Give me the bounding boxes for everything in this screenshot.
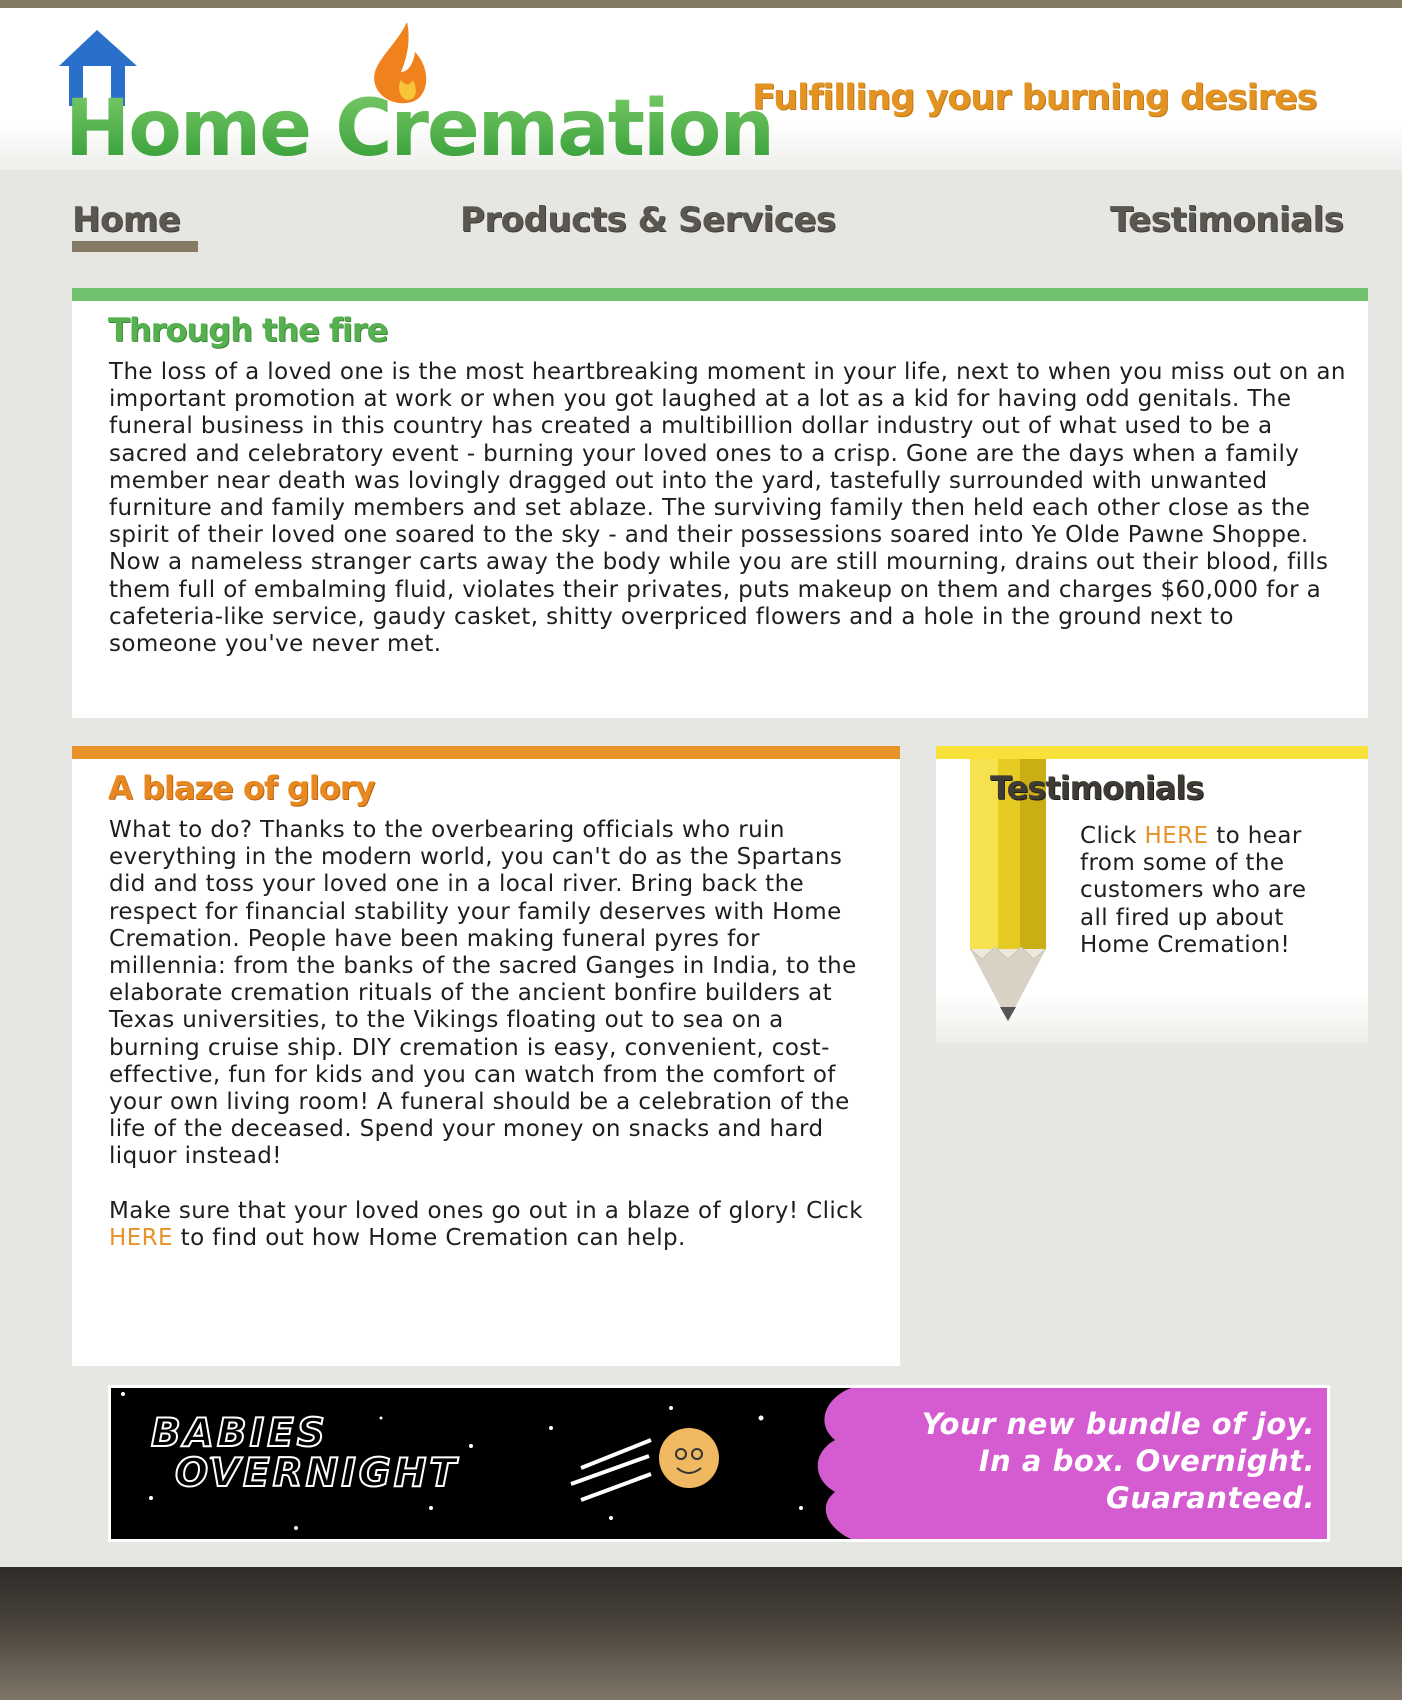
blaze-paragraph-2 xyxy=(109,1198,869,1252)
banner-logo-line2: OVERNIGHT xyxy=(175,1451,460,1496)
site-footer xyxy=(0,1567,1402,1700)
banner-slogan-line3: Guaranteed. xyxy=(1105,1481,1315,1515)
blaze-of-glory-heading: A blaze of glory xyxy=(108,769,375,807)
banner-slogan-line2: In a box. Overnight. xyxy=(978,1444,1315,1478)
testimonials-text-after-link: to hear from some of the customers who are all fired up about Home Cremation! xyxy=(1080,823,1307,958)
testimonials-heading: Testimonials xyxy=(990,769,1204,807)
testimonials-text-before-link: Click xyxy=(1080,823,1145,849)
nav-home[interactable]: Home xyxy=(72,200,181,240)
banner-logo-line1: BABIES xyxy=(151,1411,328,1456)
active-nav-indicator xyxy=(72,241,198,252)
testimonials-body xyxy=(1080,823,1340,959)
nav-testimonials[interactable]: Testimonials xyxy=(1110,200,1344,240)
testimonials-panel xyxy=(936,746,1368,1043)
blaze-of-glory-panel xyxy=(72,746,900,1366)
nav-products-services[interactable]: Products & Services xyxy=(460,200,836,240)
blaze-paragraph-1: What to do? Thanks to the overbearing officials who ruin everything in the modern world, you can't do as the Spartans did and toss your loved one in a local river. Bring back the respect for financial stability your family deserves with Home Cremation. People have been making funeral pyres for millennia: from the banks of the sacred Ganges in India, to the elaborate cremation rituals of the ancient bonfire builders at Texas universities, to the Vikings floating out to sea on a burning cruise ship. DIY cremation is easy, convenient, cost-effective, fun for kids and you can watch from the comfort of your own living room! A funeral should be a celebration of the life of the deceased. Spend your money on snacks and hard liquor instead! xyxy=(109,817,857,1170)
site-tagline: Fulfilling your burning desires xyxy=(752,78,1317,118)
svg-text:Home Cremation: Home Cremation xyxy=(65,84,773,170)
through-the-fire-body: The loss of a loved one is the most heartbreaking moment in your life, next to when you miss out on an important promotion at work or when you got laughed at a lot as a kid for having odd genitals. The funeral business in this country has created a multibillion dollar industry out of what used to be a sacred and celebratory event - burning your loved ones to a crisp. Gone are the days when a family member near death was lovingly dragged out into the yard, tastefully surrounded with unwanted furniture and family members and set ablaze. The surviving family then held each other close as the spirit of their loved one soared to the sky - and their possessions soared into Ye Olde Pawne Shoppe. Now a nameless stranger carts away the body while you are still mourning, drains out their blood, fills them full of embalming fluid, violates their privates, puts makeup on them and charges $60,000 for a cafeteria-like service, gaudy casket, shitty overpriced flowers and a hole in the ground next to someone you've never met. xyxy=(109,359,1346,658)
top-bar xyxy=(0,0,1402,8)
through-the-fire-heading: Through the fire xyxy=(108,311,388,349)
speed-lines-icon xyxy=(571,1440,651,1500)
baby-face-icon xyxy=(659,1428,719,1488)
banner-slogan xyxy=(835,1406,1315,1517)
blaze-text-after-link: to find out how Home Cremation can help. xyxy=(172,1224,686,1251)
through-the-fire-panel xyxy=(72,288,1368,718)
site-header xyxy=(0,8,1402,170)
banner-slogan-line1: Your new bundle of joy. xyxy=(921,1407,1315,1441)
blaze-text-before-link: Make sure that your loved ones go out in a blaze of glory! Click xyxy=(109,1197,863,1224)
blaze-here-link[interactable]: HERE xyxy=(109,1224,173,1251)
banner-logo xyxy=(151,1411,460,1496)
babies-overnight-ad-banner[interactable] xyxy=(108,1385,1330,1542)
testimonials-here-link[interactable]: HERE xyxy=(1144,823,1209,849)
blaze-of-glory-body xyxy=(109,817,869,1252)
